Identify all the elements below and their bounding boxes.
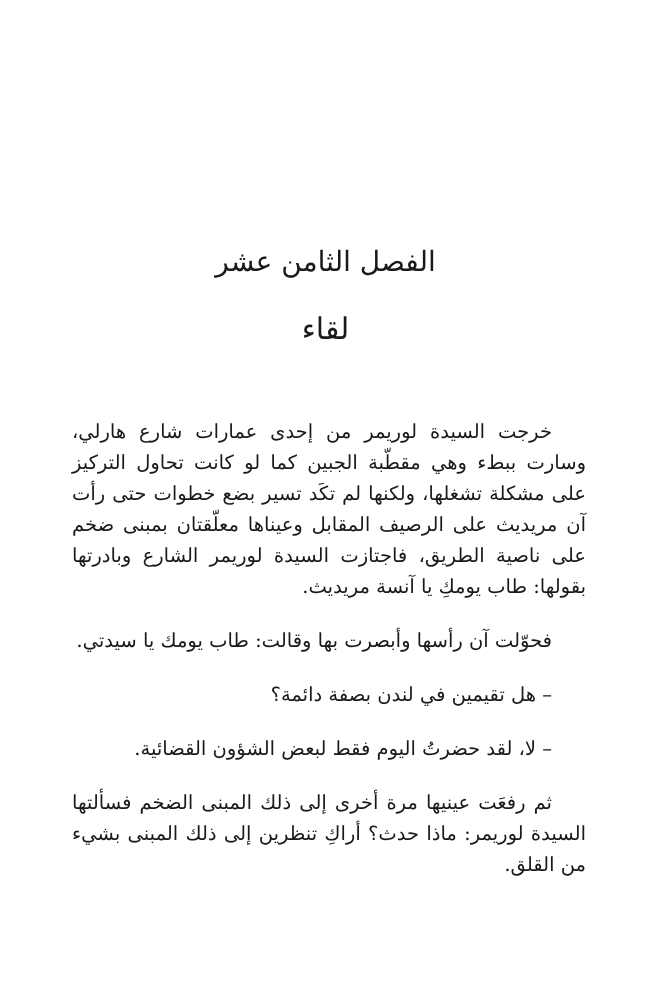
paragraph-1: خرجت السيدة لوريمر من إحدى عمارات شارع هارلي، وسارت ببطء وهي مقطّبة الجبين كما لو كانت تحاول التركيز على مشكلة تشغلها، ولكنها لم تكَد تسير بضع خطوات حتى رأت آن مريديث على الرصيف المقابل وعيناها معلّقتان بمبنى ضخم على ناصية الطريق، فاجتازت السيدة لوريمر الشارع وبادرتها بقولها: طاب يومكِ يا آنسة مريديث.: [72, 420, 586, 598]
dialogue-line-1: – هل تقيمين في لندن بصفة دائمة؟: [270, 683, 552, 706]
chapter-body: [72, 416, 586, 880]
chapter-title: الفصل الثامن عشر: [215, 245, 436, 278]
paragraph-2: فحوّلت آن رأسها وأبصرت بها وقالت: طاب يومك يا سيدتي.: [76, 629, 552, 652]
dialogue-line-2: – لا، لقد حضرتُ اليوم فقط لبعض الشؤون القضائية.: [134, 737, 552, 760]
paragraph-3: ثم رفعَت عينيها مرة أخرى إلى ذلك المبنى الضخم فسألتها السيدة لوريمر: ماذا حدث؟ أراكِ تنظرين إلى ذلك المبنى بشيء من القلق.: [72, 791, 586, 876]
chapter-subtitle: لقاء: [301, 312, 350, 347]
